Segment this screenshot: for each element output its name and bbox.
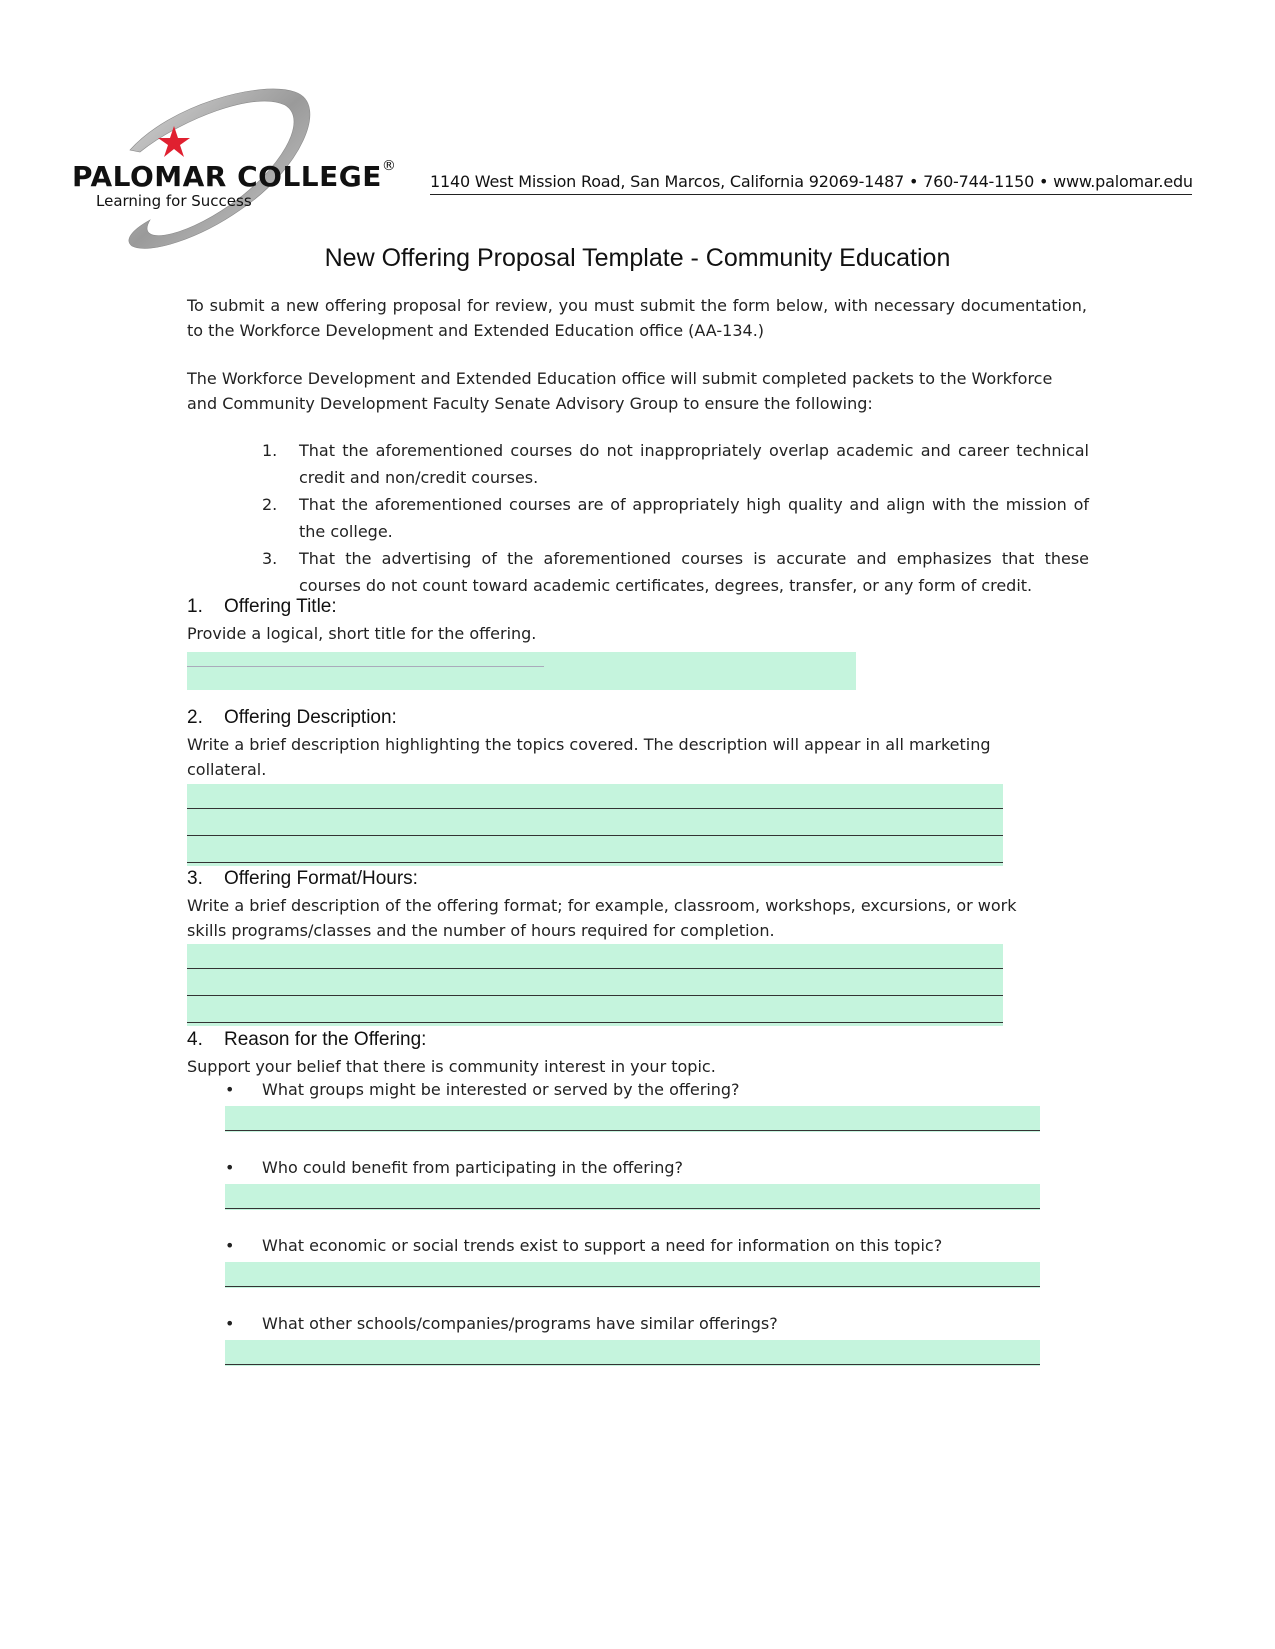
offering-title-field[interactable]: [187, 652, 856, 690]
list-item: 2. That the aforementioned courses are of appropriately high quality and align with the mission of the college.: [262, 495, 1089, 541]
answer-groups-field[interactable]: [225, 1106, 1040, 1132]
bullet-icon: •: [225, 1158, 235, 1177]
answer-trends-field[interactable]: [225, 1262, 1040, 1288]
intro-paragraph-2: The Workforce Development and Extended Education office will submit completed packets to the Workforce and Community Development Faculty Senate Advisory Group to ensure the following:: [187, 369, 1053, 413]
address-line: 1140 West Mission Road, San Marcos, California 92069-1487 • 760-744-1150 • www.palomar.edu: [430, 172, 1192, 195]
criteria-list: [262, 437, 1089, 599]
section-instruction: Support your belief that there is community interest in your topic.: [187, 1057, 716, 1076]
section-heading-title: 1. Offering Title:: [187, 596, 337, 617]
bullet-icon: •: [225, 1080, 235, 1099]
question-benefit: • Who could benefit from participating in the offering?: [225, 1158, 684, 1177]
section-heading-format: 3. Offering Format/Hours:: [187, 868, 418, 889]
offering-description-field[interactable]: [187, 784, 1003, 866]
tagline: Learning for Success: [96, 192, 252, 210]
bullet-icon: •: [225, 1236, 235, 1255]
question-trends: • What economic or social trends exist to support a need for information on this topic?: [225, 1236, 943, 1255]
page-title: New Offering Proposal Template - Community Education: [324, 244, 951, 272]
bullet-icon: •: [225, 1314, 235, 1333]
offering-format-field[interactable]: [187, 944, 1003, 1026]
section-heading-reason: 4. Reason for the Offering:: [187, 1029, 427, 1050]
answer-benefit-field[interactable]: [225, 1184, 1040, 1210]
section-instruction: Provide a logical, short title for the offering.: [187, 624, 537, 643]
section-heading-description: 2. Offering Description:: [187, 707, 397, 728]
intro-paragraph-1: To submit a new offering proposal for review, you must submit the form below, with necessary documentation, to the Workforce Development and Extended Education office (AA-134.): [187, 296, 1087, 340]
list-item: 3. That the advertising of the aforementioned courses is accurate and emphasizes that these courses do not count toward academic certificates, degrees, transfer, or any form of credit.: [262, 549, 1089, 595]
answer-similar-field[interactable]: [225, 1340, 1040, 1366]
college-name: PALOMAR COLLEGE®: [72, 158, 397, 193]
list-item: 1. That the aforementioned courses do not inappropriately overlap academic and career technical credit and non/credit courses.: [262, 441, 1089, 487]
question-groups: • What groups might be interested or served by the offering?: [225, 1080, 740, 1099]
palomar-logo: [40, 80, 420, 270]
section-instruction: Write a brief description of the offering format; for example, classroom, workshops, excursions, or work skills programs/classes and the number of hours required for completion.: [187, 896, 1017, 940]
section-instruction: Write a brief description highlighting the topics covered. The description will appear in all marketing collateral.: [187, 735, 991, 779]
question-similar: • What other schools/companies/programs have similar offerings?: [225, 1314, 778, 1333]
